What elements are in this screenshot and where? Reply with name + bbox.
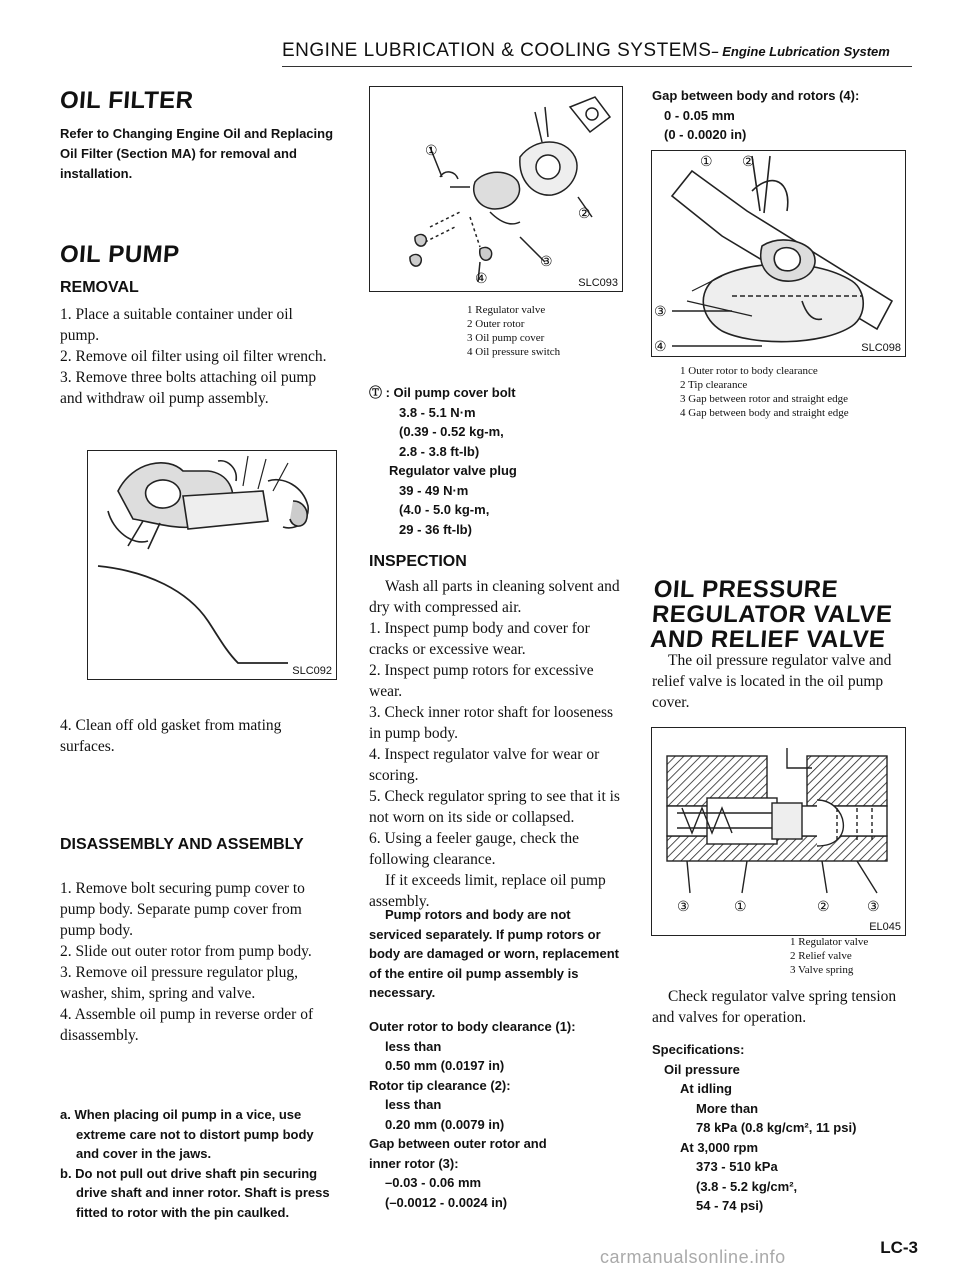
removal-steps	[60, 304, 335, 409]
clearance-line: less than	[385, 1097, 442, 1112]
spec-line: 54 - 74 psi)	[696, 1198, 764, 1213]
inspection-step: 4. Inspect regulator valve for wear or scoring.	[369, 746, 600, 784]
gap-line: (0 - 0.0020 in)	[664, 127, 747, 142]
inspection-step: 5. Check regulator spring to see that it is not worn on its side or collapsed.	[369, 788, 620, 826]
inspection-step: 2. Inspect pump rotors for excessive wear.	[369, 662, 594, 700]
header-rule	[282, 66, 912, 67]
clearance-line: 0.50 mm (0.0197 in)	[385, 1058, 505, 1073]
disassembly-step: 2. Slide out outer rotor from pump body.	[60, 943, 312, 960]
callout-2: ②	[578, 205, 591, 221]
inspection-note: If it exceeds limit, replace oil pump assembly.	[369, 872, 606, 910]
clearance-line: –0.03 - 0.06 mm	[385, 1175, 482, 1190]
legend-item: 4 Oil pressure switch	[467, 346, 561, 358]
disassembly-steps	[60, 878, 335, 1046]
callout-3: ③	[677, 898, 690, 914]
notes	[60, 1105, 335, 1222]
gap-spec	[652, 86, 912, 145]
legend-item: 1 Regulator valve	[467, 304, 546, 316]
gap-line: 0 - 0.05 mm	[664, 107, 735, 123]
clearance-line: Outer rotor to body clearance (1):	[369, 1019, 576, 1034]
clearance-line: Gap between outer rotor and	[369, 1136, 547, 1151]
regulator-valve-figure	[651, 727, 906, 936]
regulator-text: The oil pressure regulator valve and relief valve is located in the oil pump cover.	[652, 652, 892, 711]
inspection-step: 1. Inspect pump body and cover for cracks or excessive wear.	[369, 620, 590, 658]
disassembly-title: DISASSEMBLY AND ASSEMBLY	[60, 836, 304, 853]
removal-step: 2. Remove oil filter using oil filter wrench.	[60, 348, 327, 365]
callout-4: ④	[475, 270, 488, 286]
torque-line: 2.8 - 3.8 ft-lb)	[399, 443, 480, 459]
callout-3: ③	[540, 253, 553, 269]
legend-item: 1 Regulator valve	[790, 936, 869, 948]
figure-legend	[680, 364, 849, 420]
warning-text: Pump rotors and body are not serviced separately. If pump rotors or body are damaged or worn, replacement of the entire oil pump assembly is necessary.	[369, 907, 619, 1000]
note: b. Do not pull out drive shaft pin securing drive shaft and inner rotor. Shaft is press fitted to rotor with the pin caulked.	[60, 1165, 330, 1220]
legend-item: 1 Outer rotor to body clearance	[680, 365, 818, 377]
clearance-line: (–0.0012 - 0.0024 in)	[385, 1194, 508, 1210]
legend-item: 2 Outer rotor	[467, 318, 525, 330]
torque-line: 39 - 49 N·m	[399, 482, 469, 498]
spec-line: Oil pressure	[664, 1061, 740, 1077]
removal-title: REMOVAL	[60, 279, 139, 296]
spec-line: (3.8 - 5.2 kg/cm²,	[696, 1178, 798, 1194]
figure-label: SLC092	[292, 665, 332, 677]
inspection-title: INSPECTION	[369, 553, 467, 570]
header-subtitle: – Engine Lubrication System	[711, 44, 890, 59]
figure-legend	[467, 303, 560, 359]
clearance-line: 0.20 mm (0.0079 in)	[385, 1116, 505, 1132]
removal-step: 3. Remove three bolts attaching oil pump and withdraw oil pump assembly.	[60, 369, 317, 407]
figure-label: SLC098	[861, 342, 901, 354]
torque-specs	[369, 383, 621, 539]
step-4: 4. Clean off old gasket from mating surfaces.	[60, 717, 282, 755]
inspection-step: 3. Check inner rotor shaft for looseness in pump body.	[369, 704, 614, 742]
callout-1: ①	[425, 142, 438, 158]
spec-line: At idling	[680, 1081, 732, 1096]
spec-line: 373 - 510 kPa	[696, 1159, 778, 1174]
disassembly-step: 4. Assemble oil pump in reverse order of disassembly.	[60, 1006, 314, 1044]
torque-line: 3.8 - 5.1 N·m	[399, 404, 476, 420]
spec-line: Specifications:	[652, 1042, 745, 1057]
clearance-line: inner rotor (3):	[369, 1155, 459, 1171]
oil-pump-exploded-illustration	[370, 87, 622, 291]
page-number: LC-3	[880, 1238, 918, 1257]
oil-pump-removal-illustration	[88, 451, 336, 679]
torque-line: Ⓣ : Oil pump cover bolt	[369, 385, 516, 400]
figure-legend	[790, 935, 868, 977]
oil-pump-title: OIL PUMP	[59, 241, 181, 268]
torque-line: (0.39 - 0.52 kg-m,	[399, 424, 504, 439]
clearance-line: less than	[385, 1038, 442, 1054]
clearance-specs	[369, 1017, 621, 1212]
legend-item: 2 Tip clearance	[680, 379, 748, 391]
legend-item: 3 Oil pump cover	[467, 332, 545, 344]
legend-item: 3 Valve spring	[790, 964, 854, 976]
disassembly-step: 3. Remove oil pressure regulator plug, washer, shim, spring and valve.	[60, 964, 299, 1002]
figure-label: SLC093	[578, 277, 618, 289]
clearance-check-figure	[651, 150, 906, 357]
clearance-line: Rotor tip clearance (2):	[369, 1077, 511, 1093]
callout-1: ①	[734, 898, 747, 914]
oil-filter-title: OIL FILTER	[59, 87, 195, 114]
inspection-step: 6. Using a feeler gauge, check the following clearance.	[369, 830, 580, 868]
watermark: carmanualsonline.info	[600, 1247, 786, 1267]
callout-3b: ③	[867, 898, 880, 914]
spec-line: At 3,000 rpm	[680, 1139, 759, 1155]
torque-line: 29 - 36 ft-lb)	[399, 521, 472, 537]
spec-line: More than	[696, 1100, 759, 1116]
clearance-check-illustration	[652, 151, 905, 356]
legend-item: 4 Gap between body and straight edge	[680, 407, 849, 419]
oil-pump-exploded-figure	[369, 86, 623, 292]
torque-line: (4.0 - 5.0 kg-m,	[399, 502, 490, 517]
oil-filter-note: Refer to Changing Engine Oil and Replacing Oil Filter (Section MA) for removal and installation.	[60, 126, 334, 181]
spec-line: 78 kPa (0.8 kg/cm², 11 psi)	[696, 1120, 857, 1135]
figure-label: EL045	[869, 921, 901, 933]
callout-2: ②	[817, 898, 830, 914]
regulator-title-line: AND RELIEF VALVE	[649, 626, 887, 653]
callout-3: ③	[654, 303, 667, 319]
removal-step: 1. Place a suitable container under oil pump.	[60, 306, 293, 344]
oil-pump-removal-figure	[87, 450, 337, 680]
callout-4: ④	[654, 338, 667, 354]
header-title: ENGINE LUBRICATION & COOLING SYSTEMS	[282, 40, 712, 61]
callout-1: ①	[700, 153, 713, 169]
page-header	[282, 40, 912, 62]
legend-item: 3 Gap between rotor and straight edge	[680, 393, 848, 405]
note: a. When placing oil pump in a vice, use extreme care not to distort pump body and cover in the jaws.	[60, 1107, 314, 1161]
torque-line: Regulator valve plug	[389, 463, 517, 478]
gap-line: Gap between body and rotors (4):	[652, 88, 860, 103]
check-text: Check regulator valve spring tension and valves for operation.	[652, 988, 897, 1026]
legend-item: 2 Relief valve	[790, 950, 852, 962]
inspection-body	[369, 576, 621, 912]
pressure-specs	[652, 1040, 912, 1216]
regulator-title-line: OIL PRESSURE	[652, 576, 839, 603]
disassembly-step: 1. Remove bolt securing pump cover to pump body. Separate pump cover from pump body.	[60, 880, 305, 939]
regulator-title	[649, 577, 895, 652]
callout-2: ②	[742, 153, 755, 169]
regulator-title-line: REGULATOR VALVE	[651, 601, 894, 628]
inspection-intro: Wash all parts in cleaning solvent and dry with compressed air.	[369, 578, 620, 616]
